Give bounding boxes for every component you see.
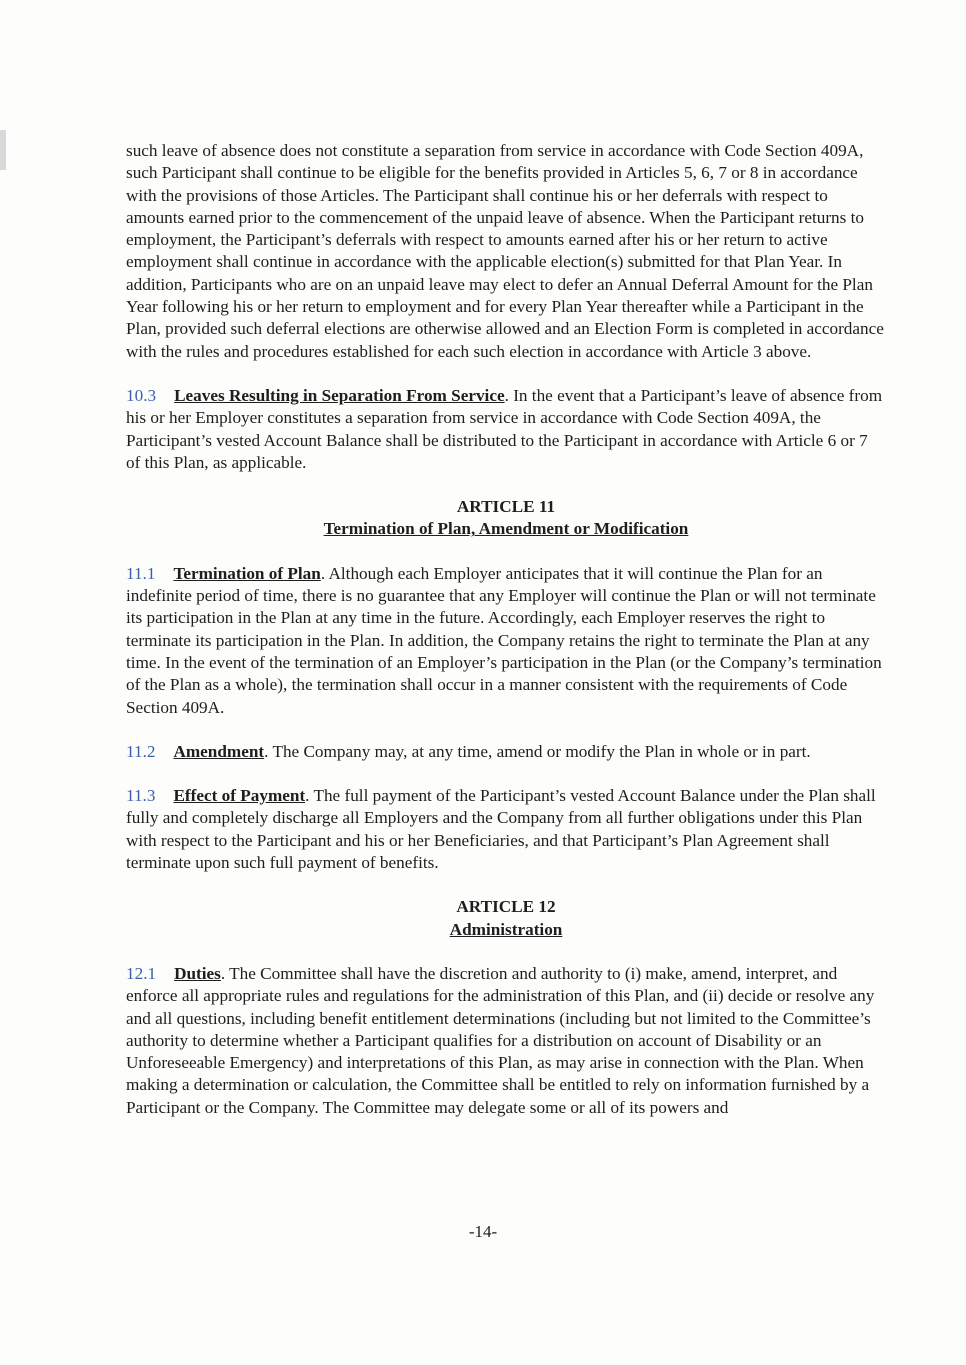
article-title: Termination of Plan, Amendment or Modification <box>323 519 689 539</box>
section-11-3 <box>126 785 886 874</box>
article-11-heading <box>126 496 886 541</box>
section-text: . Although each Employer anticipates that it will continue the Plan for an indefinite period of time, there is no guarantee that any Employer will continue the Plan or will not terminate its participation in the Plan at any time in the future. Accordingly, each Employer reserves the right to terminate its participation in the Plan. In addition, the Company retains the right to terminate the Plan at any time. In the event of the termination of an Employer’s participation in the Plan (or the Company’s termination of the Plan as a whole), the termination shall occur in a manner consistent with the requirements of Code Section 409A. <box>126 563 882 717</box>
article-12-heading <box>126 896 886 941</box>
section-10-3 <box>126 385 886 474</box>
article-label: ARTICLE 11 <box>456 497 556 517</box>
section-title: Termination of Plan <box>173 563 321 583</box>
section-title: Duties <box>174 963 221 983</box>
section-11-1 <box>126 563 886 719</box>
section-text: . In the event that a Participant’s leave of absence from his or her Employer constitutes a separation from service in accordance with Code Section 409A, the Participant’s vested Account Balance shall be distributed to the Participant in accordance with Article 6 or 7 of this Plan, as applicable. <box>126 385 883 472</box>
article-title: Administration <box>449 919 563 939</box>
article-label: ARTICLE 12 <box>456 897 556 917</box>
section-title: Leaves Resulting in Separation From Service <box>174 385 505 405</box>
section-number: 11.1 <box>126 563 156 583</box>
scan-edge-mark <box>0 130 6 170</box>
section-number: 11.3 <box>126 786 156 806</box>
page-content <box>126 140 886 1141</box>
section-12-1 <box>126 963 886 1119</box>
section-text: . The Company may, at any time, amend or modify the Plan in whole or in part. <box>264 741 811 761</box>
section-text: . The Committee shall have the discretion and authority to (i) make, amend, interpret, and enforce all appropriate rules and regulations for the administration of this Plan, and (ii) decide or resolve any and all questions, including benefit entitlement determinations (including but not limited to the Committee’s authority to determine whether a Participant qualifies for a distribution on account of Disability or an Unforeseeable Emergency) and interpretations of this Plan, as may arise in connection with the Plan. When making a determination or calculation, the Committee shall be entitled to rely on information furnished by a Participant or the Company. The Committee may delegate some or all of its powers and <box>126 963 875 1117</box>
intro-paragraph: such leave of absence does not constitute a separation from service in accordance with Code Section 409A, such Participant shall continue to be eligible for the benefits provided in Articles 5, 6, 7 or 8 in accordance with the provisions of those Articles. The Participant shall continue his or her deferrals with respect to amounts earned prior to the commencement of the unpaid leave of absence. When the Participant returns to employment, the Participant’s deferrals with respect to amounts earned after his or her return to active employment shall continue in accordance with the applicable election(s) submitted for that Plan Year. In addition, Participants who are on an unpaid leave may elect to defer an Annual Deferral Amount for the Plan Year following his or her return to employment and for every Plan Year thereafter while a Participant in the Plan, provided such deferral elections are otherwise allowed and an Election Form is completed in accordance with the rules and procedures established for each such election in accordance with Article 3 above. <box>126 141 884 361</box>
section-number: 10.3 <box>126 385 157 405</box>
section-number: 12.1 <box>126 963 157 983</box>
section-text: . The full payment of the Participant’s vested Account Balance under the Plan shall fully and completely discharge all Employers and the Company from all further obligations under this Plan with respect to the Participant and his or her Beneficiaries, and that Participant’s Plan Agreement shall terminate upon such full payment of benefits. <box>126 786 876 873</box>
section-number: 11.2 <box>126 741 156 761</box>
section-title: Effect of Payment <box>173 786 306 806</box>
section-11-2 <box>126 741 886 763</box>
page-number: -14- <box>468 1222 498 1241</box>
section-title: Amendment <box>173 741 265 761</box>
